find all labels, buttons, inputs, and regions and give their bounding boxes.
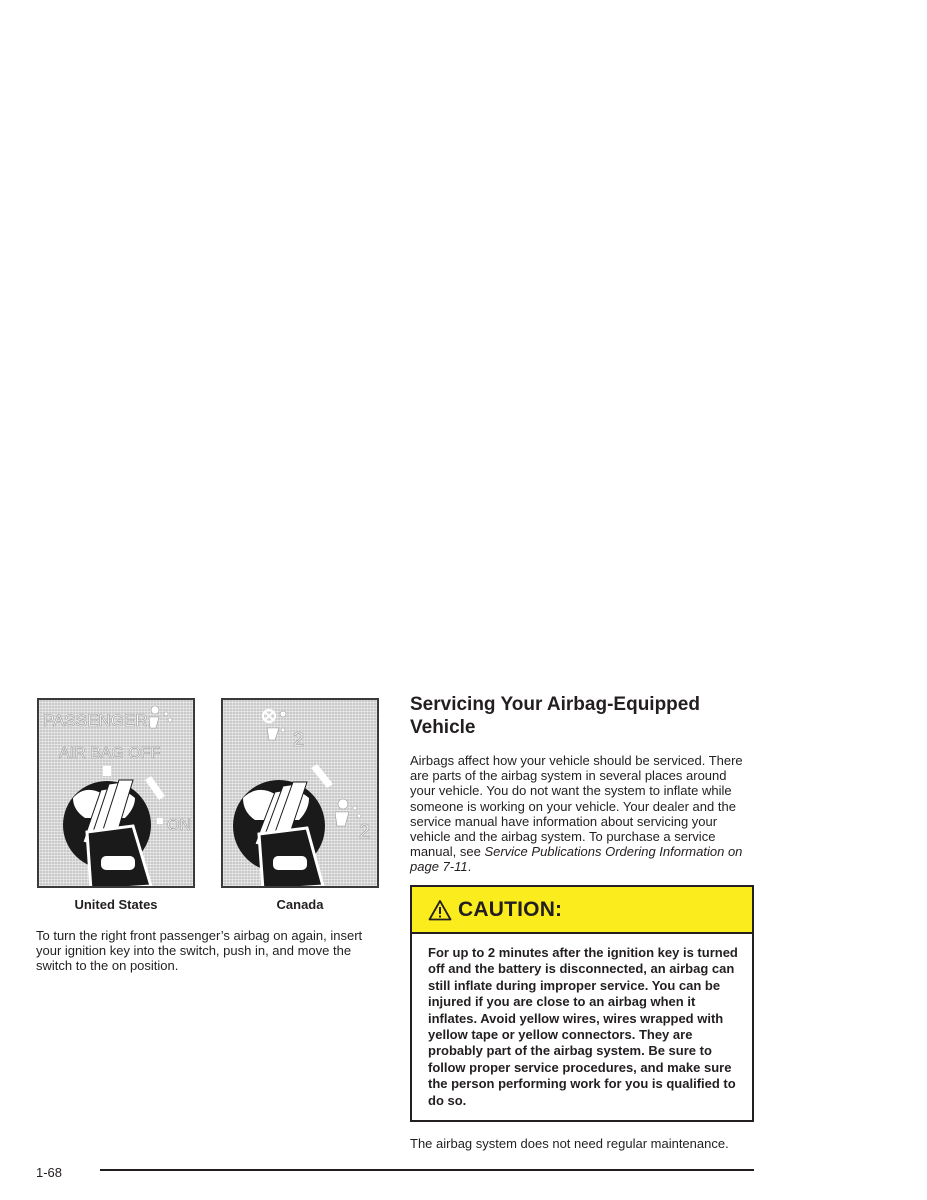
section-heading: Servicing Your Airbag-Equipped Vehicle xyxy=(410,694,700,738)
servicing-text: Airbags affect how your vehicle should be serviced. There are parts of the airbag system in several places around your vehicle. You do not want the system to inflate while someone is working on your vehicle. Your dealer and the service manual have information about servicing your vehicle and the airbag system. To purchase a service manual, see xyxy=(410,753,743,860)
seat-number-top: 2 xyxy=(293,729,305,751)
canada-switch-illustration xyxy=(221,698,379,888)
seat-number-bottom: 2 xyxy=(359,821,371,843)
us-switch-drawing xyxy=(39,700,195,888)
ignition-key-switch-icon xyxy=(233,780,325,888)
servicing-paragraph xyxy=(410,753,755,875)
rotation-arrow-icon xyxy=(311,764,333,788)
off-position-marker xyxy=(103,766,111,776)
airbag-off-symbol-icon xyxy=(263,710,286,740)
warning-triangle-icon xyxy=(428,899,452,921)
on-position-dot xyxy=(157,818,163,824)
servicing-text-end: . xyxy=(467,859,472,875)
caution-header xyxy=(412,887,752,934)
maintenance-note: The airbag system does not need regular maintenance. xyxy=(410,1136,729,1151)
air-bag-off-label: AIR BAG OFF xyxy=(59,745,161,762)
united-states-caption: United States xyxy=(74,897,158,912)
caution-box xyxy=(410,885,754,1122)
canada-caption: Canada xyxy=(276,897,324,912)
passenger-label: PASSENGER xyxy=(43,711,148,730)
passenger-airbag-icon xyxy=(149,706,172,728)
ignition-key-switch-icon xyxy=(63,780,151,888)
canada-switch-drawing xyxy=(223,700,379,888)
airbag-on-symbol-icon xyxy=(335,799,361,826)
page-number: 1-68 xyxy=(36,1165,63,1180)
caution-title: CAUTION: xyxy=(458,897,563,921)
service-publications-reference: Service Publications Ordering Information on page 7-11 xyxy=(410,844,743,875)
footer-rule xyxy=(100,1169,754,1171)
us-switch-illustration xyxy=(37,698,195,888)
rotation-arrow-icon xyxy=(145,776,165,800)
caution-text: For up to 2 minutes after the ignition key is turned off and the battery is disconnected, an airbag can still inflate during improper service. You can be injured if you are close to an airbag when it inflates. Avoid yellow wires, wires wrapped with yellow tape or yellow connectors. They are probably part of the airbag system. Be sure to follow proper service procedures, and make sure the person performing work for you is qualified to do so. xyxy=(428,945,738,1108)
on-label: ON xyxy=(167,817,191,834)
airbag-on-instructions: To turn the right front passenger’s airbag on again, insert your ignition key into the switch, push in, and move the switch to the on position. xyxy=(36,928,363,973)
